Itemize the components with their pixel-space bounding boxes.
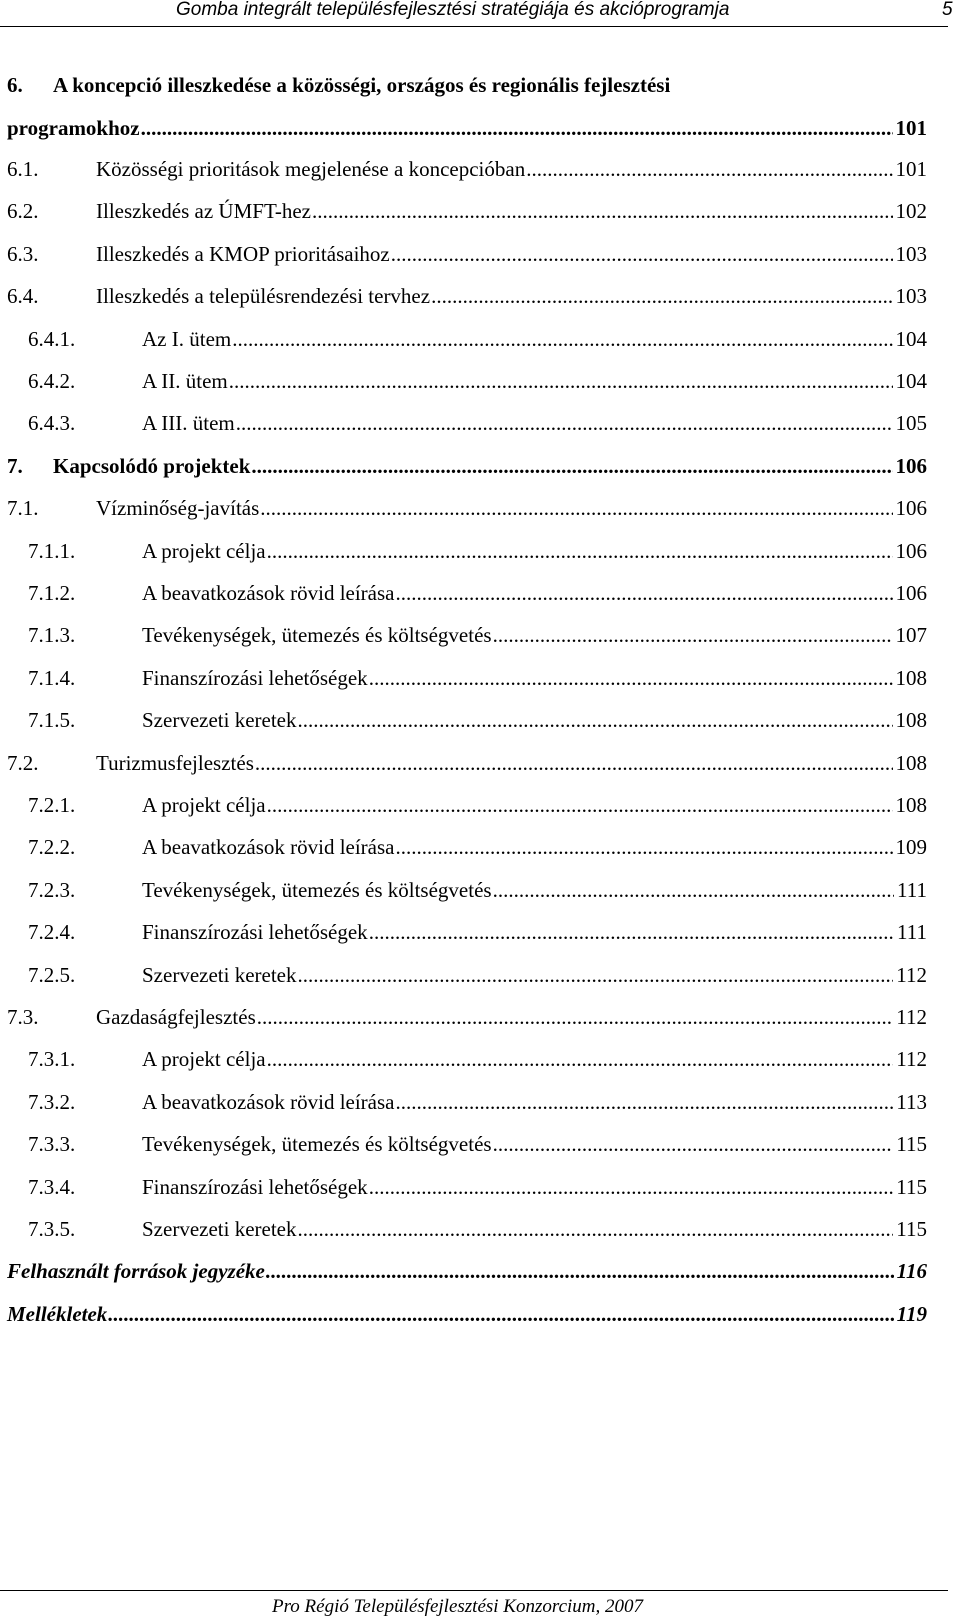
toc-entry-label: Turizmusfejlesztés <box>96 750 254 775</box>
toc-entry-number: 6.4.2. <box>28 369 76 393</box>
toc-entry-label: Gazdaságfejlesztés <box>96 1005 256 1029</box>
toc-entry[interactable] <box>28 366 927 396</box>
toc-leader-dots <box>257 1002 894 1032</box>
toc-leader-dots <box>493 875 894 905</box>
toc-entry-page: 103 <box>895 284 927 309</box>
toc-entry-number: 6. <box>7 73 23 97</box>
toc-leader-dots <box>526 154 892 184</box>
toc-leader-dots <box>108 1299 893 1329</box>
toc-entry-page: 104 <box>895 326 927 351</box>
toc-leader-dots <box>255 748 893 778</box>
toc-entry-label: Közösségi prioritások megjelenése a koncepcióban <box>96 157 526 181</box>
toc-leader-dots <box>267 1044 894 1074</box>
toc-entry-number: 7.2.3. <box>28 877 76 902</box>
toc-entry[interactable] <box>28 1087 927 1117</box>
toc-entry-page: 108 <box>895 665 927 690</box>
toc-entry-page: 101 <box>895 157 927 181</box>
toc-entry[interactable] <box>28 663 927 693</box>
toc-leader-dots <box>267 790 893 820</box>
toc-entry-label: programokhoz <box>7 116 140 140</box>
toc-entry[interactable] <box>28 705 927 735</box>
toc-entry[interactable] <box>28 408 927 438</box>
toc-leader-dots <box>298 1214 894 1244</box>
toc-entry-label: A beavatkozások rövid leírása <box>142 835 395 860</box>
toc-entry-page: 112 <box>896 1005 927 1029</box>
toc-leader-dots <box>298 705 893 735</box>
toc-leader-dots <box>141 113 893 143</box>
toc-entry-number: 7.2.2. <box>28 835 76 860</box>
toc-entry-label: A projekt célja <box>142 793 266 817</box>
toc-entry[interactable] <box>28 1129 927 1159</box>
toc-entry-number: 7.1.5. <box>28 708 76 733</box>
toc-entry-label: Szervezeti keretek <box>142 1217 297 1241</box>
toc-entry[interactable] <box>7 196 927 226</box>
toc-entry-number: 7.3.4. <box>28 1174 76 1199</box>
toc-leader-dots <box>369 663 893 693</box>
toc-entry-page: 119 <box>896 1301 927 1326</box>
toc-entry-number: 7.3.2. <box>28 1089 76 1114</box>
toc-entry[interactable] <box>28 875 927 905</box>
toc-entry-label: A projekt célja <box>142 1047 266 1072</box>
toc-entry[interactable] <box>7 1256 927 1286</box>
toc-leader-dots <box>267 536 893 566</box>
toc-entry[interactable] <box>28 536 927 566</box>
toc-entry-label: Tevékenységek, ütemezés és költségvetés <box>142 1132 492 1157</box>
toc-leader-dots <box>232 324 892 354</box>
toc-entry-label: Finanszírozási lehetőségek <box>142 1174 368 1199</box>
toc-entry[interactable] <box>28 917 927 947</box>
toc-entry[interactable] <box>7 493 927 523</box>
toc-entry-label: A beavatkozások rövid leírása <box>142 581 395 605</box>
toc-leader-dots <box>396 578 893 608</box>
toc-entry-number: 7.3.1. <box>28 1047 76 1072</box>
toc-entry[interactable] <box>28 324 927 354</box>
toc-entry[interactable] <box>28 960 927 990</box>
toc-entry[interactable] <box>7 154 927 184</box>
toc-entry-label: Kapcsolódó projektek <box>53 453 251 478</box>
toc-entry-page: 108 <box>895 708 927 733</box>
toc-entry-page: 107 <box>895 623 927 648</box>
toc-entry-label: Illeszkedés a településrendezési tervhez <box>96 284 431 309</box>
toc-entry-number: 7.1.3. <box>28 623 76 648</box>
toc-leader-dots <box>369 917 894 947</box>
toc-entry[interactable] <box>28 790 927 820</box>
toc-entry-page: 104 <box>895 369 927 393</box>
toc-entry-label: A projekt célja <box>142 538 266 563</box>
toc-entry-label: Illeszkedés a KMOP prioritásaihoz <box>96 241 390 266</box>
toc-entry-number: 6.3. <box>7 241 39 266</box>
toc-entry-page: 106 <box>895 453 927 478</box>
toc-entry-page: 115 <box>896 1217 927 1241</box>
toc-entry-number: 6.1. <box>7 157 39 181</box>
toc-entry-page: 112 <box>896 962 927 987</box>
toc-entry-label: Felhasznált források jegyzéke <box>7 1259 265 1284</box>
toc-entry-page: 101 <box>895 116 927 140</box>
toc-entry[interactable] <box>7 1299 927 1329</box>
toc-entry-page: 103 <box>895 241 927 266</box>
toc-entry-page: 112 <box>896 1047 927 1072</box>
toc-leader-dots <box>396 832 893 862</box>
toc-leader-dots <box>312 196 893 226</box>
toc-entry[interactable] <box>7 451 927 481</box>
footer-rule <box>0 1590 948 1591</box>
toc-entry-label: Szervezeti keretek <box>142 962 297 987</box>
toc-entry-label: A beavatkozások rövid leírása <box>142 1089 395 1114</box>
toc-leader-dots <box>396 1087 894 1117</box>
toc-leader-dots <box>431 281 892 311</box>
toc-leader-dots <box>369 1172 894 1202</box>
toc-leader-dots <box>236 408 893 438</box>
toc-entry-label: Tevékenységek, ütemezés és költségvetés <box>142 877 492 902</box>
toc-entry-page: 115 <box>896 1132 927 1157</box>
toc-entry-page: 108 <box>895 750 927 775</box>
header-page-number: 5 <box>942 0 953 20</box>
toc-entry-number: 7. <box>7 453 23 478</box>
toc-entry-number: 7.1.4. <box>28 665 76 690</box>
toc-entry-page: 108 <box>895 793 927 817</box>
toc-entry-6-line1 <box>0 70 960 100</box>
toc-entry[interactable] <box>7 748 927 778</box>
toc-leader-dots <box>266 1256 894 1286</box>
toc-entry-label: Finanszírozási lehetőségek <box>142 920 368 945</box>
footer-text: Pro Régió Településfejlesztési Konzorcium, 2007 <box>272 1596 644 1617</box>
toc-entry-number: 7.1.1. <box>28 538 76 563</box>
toc-entry-number: 7.3.5. <box>28 1217 76 1241</box>
toc-entry-number: 7.2.1. <box>28 793 76 817</box>
toc-entry-label: Az I. ütem <box>142 326 232 351</box>
toc-entry[interactable] <box>7 281 927 311</box>
toc-leader-dots <box>251 451 892 481</box>
toc-entry[interactable] <box>28 620 927 650</box>
header-title: Gomba integrált településfejlesztési stratégiája és akcióprogramja <box>176 0 730 20</box>
toc-entry-page: 111 <box>897 920 927 945</box>
toc-entry-page: 115 <box>896 1174 927 1199</box>
toc-entry-number: 7.2. <box>7 750 39 775</box>
toc-leader-dots <box>260 493 892 523</box>
toc-entry-number: 7.3.3. <box>28 1132 76 1157</box>
toc-entry-page: 109 <box>895 835 927 860</box>
toc-entry-number: 6.4. <box>7 284 39 309</box>
toc-entry-page: 113 <box>896 1089 927 1114</box>
toc-leader-dots <box>229 366 893 396</box>
toc-entry-label: A III. ütem <box>142 411 235 436</box>
toc-entry-label: A koncepció illeszkedése a közösségi, országos és regionális fejlesztési <box>53 73 671 97</box>
toc-leader-dots <box>391 239 893 269</box>
toc-entry-page: 106 <box>895 496 927 521</box>
toc-entry-label: A II. ütem <box>142 369 228 393</box>
toc-entry-number: 6.4.3. <box>28 411 76 436</box>
toc-entry-6-line2[interactable] <box>7 113 927 143</box>
toc-entry[interactable] <box>28 1214 927 1244</box>
toc-entry[interactable] <box>7 239 927 269</box>
toc-entry-number: 7.2.5. <box>28 962 76 987</box>
toc-entry-label: Szervezeti keretek <box>142 708 297 733</box>
toc-entry-number: 6.4.1. <box>28 326 76 351</box>
toc-entry-number: 7.1. <box>7 496 39 521</box>
toc-entry[interactable] <box>28 1172 927 1202</box>
toc-entry[interactable] <box>28 578 927 608</box>
toc-entry-page: 106 <box>895 538 927 563</box>
toc-entry-page: 102 <box>895 199 927 224</box>
page-footer <box>0 1594 960 1617</box>
toc-entry-label: Vízminőség-javítás <box>96 496 260 521</box>
toc-entry-label: Finanszírozási lehetőségek <box>142 665 368 690</box>
toc-entry-page: 105 <box>895 411 927 436</box>
toc-entry-label: Illeszkedés az ÚMFT-hez <box>96 199 311 224</box>
toc-entry-page: 106 <box>895 581 927 605</box>
toc-entry-label: Mellékletek <box>7 1301 108 1326</box>
toc-entry[interactable] <box>28 1044 927 1074</box>
toc-entry[interactable] <box>7 1002 927 1032</box>
toc-entry-page: 111 <box>897 877 927 902</box>
toc-entry-page: 116 <box>896 1259 927 1284</box>
toc-entry-label: Tevékenységek, ütemezés és költségvetés <box>142 623 492 648</box>
toc-entry[interactable] <box>28 832 927 862</box>
toc-leader-dots <box>493 620 893 650</box>
toc-entry-number: 7.2.4. <box>28 920 76 945</box>
toc-entry-number: 7.3. <box>7 1005 39 1029</box>
toc-entry-number: 7.1.2. <box>28 581 76 605</box>
toc-entry-number: 6.2. <box>7 199 39 224</box>
toc-leader-dots <box>298 960 894 990</box>
toc-leader-dots <box>493 1129 894 1159</box>
